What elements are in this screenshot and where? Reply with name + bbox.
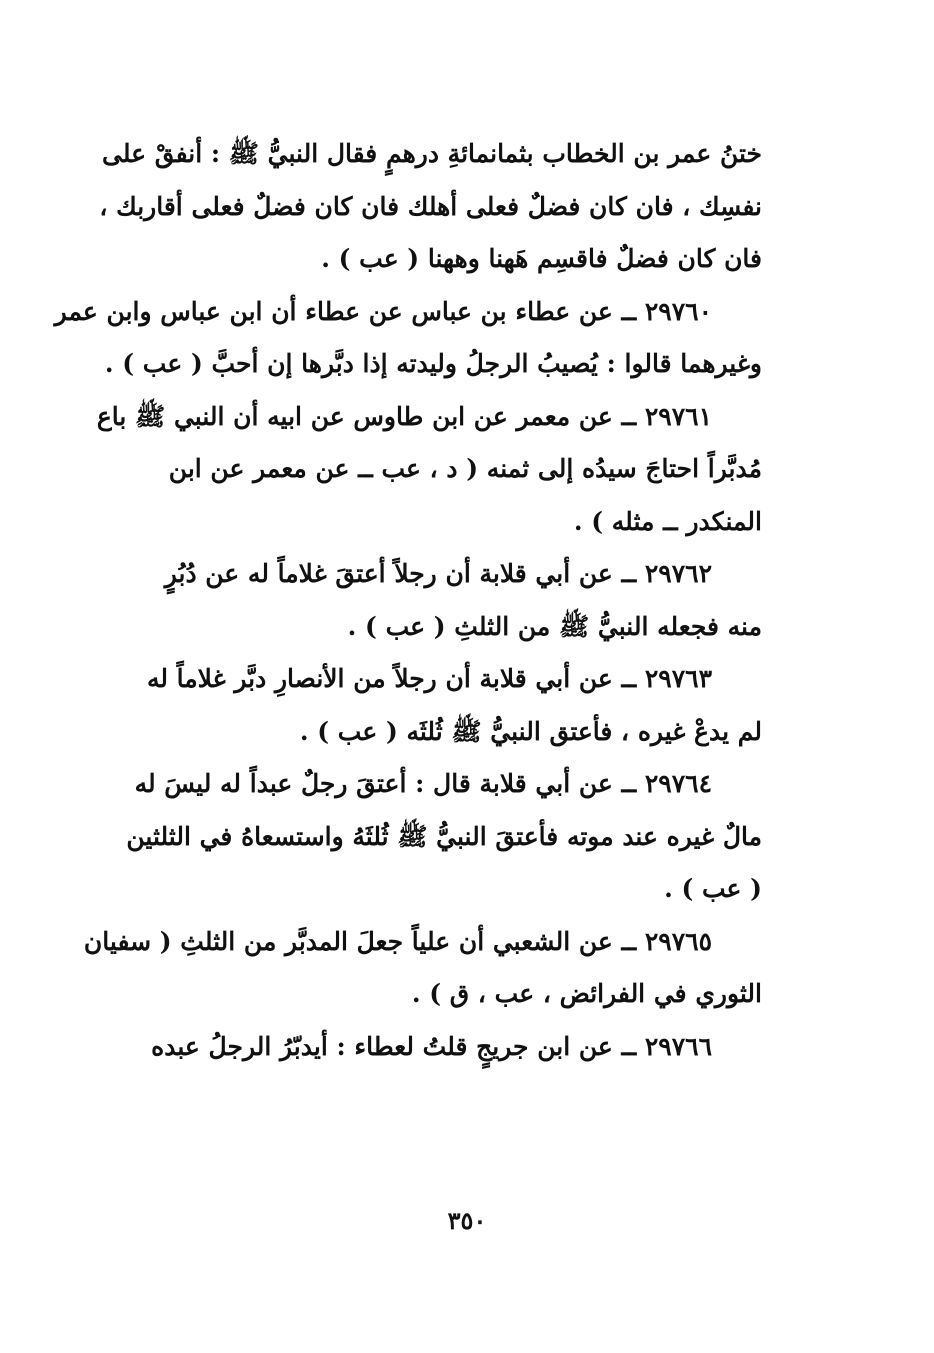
text-line: وغيرهما قالوا : يُصيبُ الرجلُ وليدته إذا دبَّرها إن أحبَّ ( عب ) . (104, 349, 762, 378)
text-line: منه فجعله النبيُّ ﷺ من الثلثِ ( عب ) . (347, 611, 762, 641)
hadith-entry-line: ٢٩٧٦٣ ــ عن أبي قلابة أن رجلاً من الأنصارِ دبَّر غلاماً له (146, 664, 712, 693)
text-line: ختنُ عمر بن الخطاب بثمانمائةِ درهمٍ فقال النبيُّ ﷺ : أنفقْ على (102, 139, 762, 168)
hadith-entry-line: ٢٩٧٦٠ ــ عن عطاء بن عباس عن عطاء أن ابن عباس وابن عمر (54, 296, 712, 326)
page-number: ٣٥٠ (447, 1206, 487, 1235)
hadith-text-block (50, 128, 762, 1073)
text-line: نفسِك ، فان كان فضلٌ فعلى أهلك فان كان فضلٌ فعلى أقاربك ، (99, 191, 762, 221)
text-line: الثوري في الفرائض ، عب ، ق ) . (411, 979, 762, 1008)
text-line: المنكدر ــ مثله ) . (573, 506, 762, 536)
text-line: مالٌ غيره عند موته فأعتقَ النبيُّ ﷺ ثُلثَهُ واستسعاهُ في الثلثين (126, 821, 762, 851)
hadith-entry-line: ٢٩٧٦٦ ــ عن ابن جريجٍ قلتُ لعطاء : أيدبّرُ الرجلُ عبده (151, 1031, 712, 1061)
hadith-entry-line: ٢٩٧٦١ ــ عن معمر عن ابن طاوس عن ابيه أن النبي ﷺ باع (96, 401, 712, 431)
hadith-entry-line: ٢٩٧٦٢ ــ عن أبي قلابة أن رجلاً أعتقَ غلاماً له عن دُبُرٍ (164, 559, 712, 588)
text-line: ( عب ) . (664, 874, 762, 903)
text-line: فان كان فضلٌ فاقسِم هَهنا وههنا ( عب ) . (321, 244, 762, 273)
text-line: لم يدعْ غيره ، فأعتق النبيُّ ﷺ ثُلثَه ( عب ) . (299, 716, 762, 746)
text-line: مُدبَّراً احتاجَ سيدُه إلى ثمنه ( د ، عب ــ عن معمر عن ابن (168, 454, 762, 483)
hadith-entry-line: ٢٩٧٦٥ ــ عن الشعبي أن علياً جعلَ المدبَّر من الثلثِ ( سفيان (83, 926, 712, 956)
hadith-entry-line: ٢٩٧٦٤ ــ عن أبي قلابة قال : أعتقَ رجلٌ عبداً له ليسَ له (134, 769, 712, 798)
